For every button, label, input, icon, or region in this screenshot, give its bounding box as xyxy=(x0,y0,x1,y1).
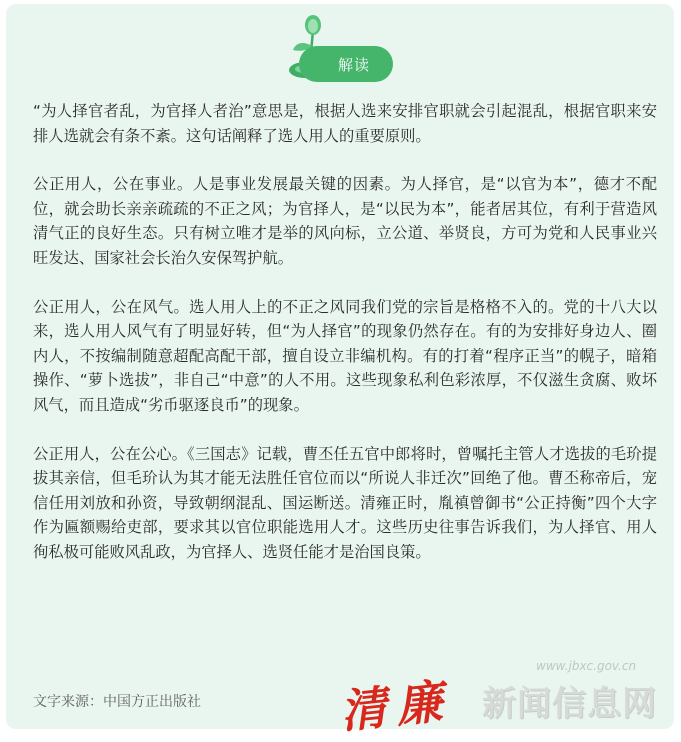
paragraph: 公正用人，公在公心。《三国志》记载，曹丕任五官中郎将时，曾嘱托主管人才选拔的毛玠提拔其亲信，但毛玠认为其才能无法胜任官位而以“所说人非迁次”回绝了他。曹丕称帝后，宠信任用刘放和孙资，导致朝纲混乱、国运断送。清雍正时，胤禛曾御书“公正持衡”四个大字作为匾额赐给吏部，要求其以官位职能选用人才。这些历史往事告诉我们，为人择官、用人徇私极可能败风乱政，为官择人、选贤任能才是治国良策。 xyxy=(33,444,657,561)
watermark-url: www.jbxc.gov.cn xyxy=(536,659,637,673)
watermark-logo: 新闻信息网 xyxy=(482,684,657,724)
source-credit: 文字来源：中国方正出版社 xyxy=(33,694,201,710)
article-body xyxy=(33,99,657,589)
badge-label: 解读 xyxy=(299,46,393,82)
paragraph: 公正用人，公在风气。选人用人上的不正之风同我们党的宗旨是格格不入的。党的十八大以来，选人用人风气有了明显好转，但“为人择官”的现象仍然存在。有的为安排好身边人、圈内人，不按编制随意超配高配干部，擅自设立非编机构。有的打着“程序正当”的幌子，暗箱操作、“萝卜选拔”，非自己“中意”的人不用。这些现象私利色彩浓厚，不仅滋生贪腐、败坏风气，而且造成“劣币驱逐良币”的现象。 xyxy=(33,297,657,414)
article-card xyxy=(6,4,674,729)
section-header xyxy=(287,12,402,82)
paragraph: 公正用人，公在事业。人是事业发展最关键的因素。为人择官，是“以官为本”，德才不配位，就会助长亲亲疏疏的不正之风；为官择人，是“以民为本”，能者居其位，有利于营造风清气正的良好生态。只有树立唯才是举的风向标，立公道、举贤良，方可为党和人民事业兴旺发达、国家社会长治久安保驾护航。 xyxy=(33,175,657,267)
paragraph: “为人择官者乱，为官择人者治”意思是，根据人选来安排官职就会引起混乱，根据官职来安排人选就会有条不紊。这句话阐释了选人用人的重要原则。 xyxy=(33,102,657,145)
watermark-calligraphy: 清廉 xyxy=(337,673,455,739)
